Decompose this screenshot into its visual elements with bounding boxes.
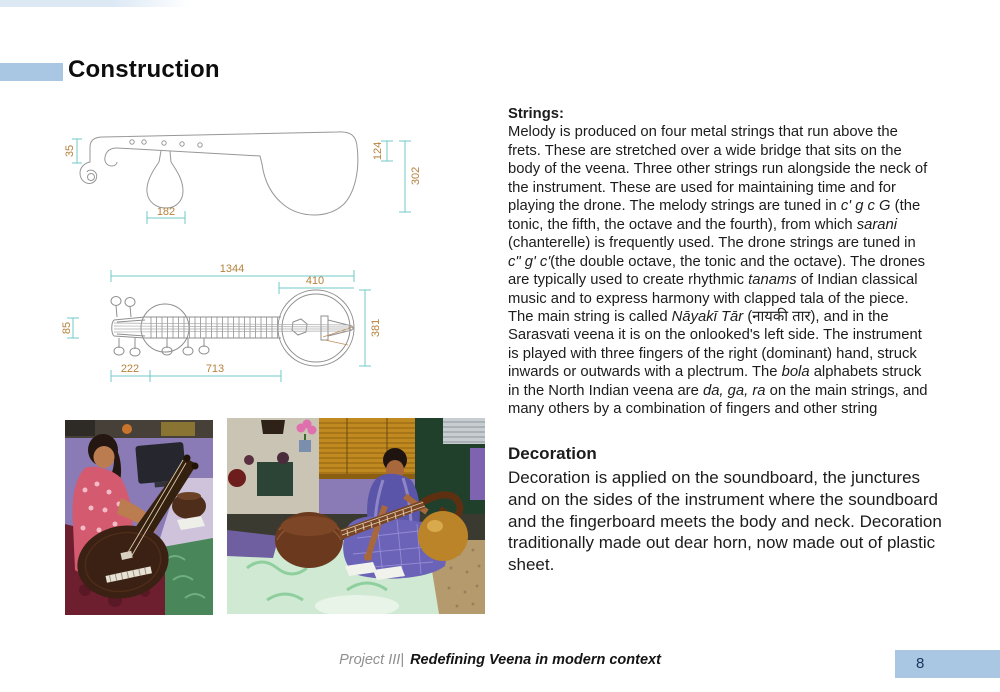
title-accent-bar — [0, 63, 63, 81]
dim-label-35: 35 — [64, 144, 76, 158]
veena-side-profile-drawing — [57, 112, 477, 240]
footer — [0, 652, 1000, 668]
strings-paragraph: Melody is produced on four metal strings that run above the frets. These are stretched over a wide bridge that sits on the body of the veena. Three other strings run alongside the neck of the instrument. These are used for maintaining time and for playing the drone. The melody strings are tuned in c' g c G (the tonic, the fifth, the octave and the fourth), from which sarani (chanterelle) is frequently used. The drone strings are tuned in c" g' c'(the double octave, the tonic and the octave). The drones are typically used to create rhythmic tanams of Indian classical music and to express harmony with clapped tala of the piece. The main string is called Nāyakī Tār (नायकी तार), and in the Sarasvati veena it is on the onlooked's left side. The instrument is played with three fingers of the right (dominant) hand, struck inwards or outwards with a plectrum. The bola alphabets struck in the North Indian veena are da, ga, ra on the main strings, and many others by a combination of fingers and other string — [508, 124, 928, 418]
dim-label-222: 222 — [120, 363, 140, 375]
page-top-edge-strip — [0, 0, 190, 7]
dim-label-182: 182 — [156, 206, 176, 218]
strings-heading: Strings: — [508, 106, 564, 122]
photo-veena-player-left — [65, 420, 213, 615]
decoration-heading: Decoration — [508, 444, 597, 463]
dim-label-410: 410 — [305, 275, 325, 287]
veena-top-view-drawing — [57, 250, 477, 395]
page-title: Construction — [68, 56, 220, 83]
dim-label-302: 302 — [410, 166, 422, 186]
photo-veena-player-right — [227, 418, 485, 614]
footer-document-title: Redefining Veena in modern context — [410, 652, 661, 668]
page-number: 8 — [916, 655, 925, 672]
dim-label-381: 381 — [370, 318, 382, 338]
page-number-box — [895, 650, 1000, 678]
dim-label-713: 713 — [205, 363, 225, 375]
footer-project-label: Project III| — [339, 652, 405, 668]
dim-label-1344: 1344 — [219, 263, 245, 275]
dim-label-85: 85 — [61, 321, 73, 335]
strings-section — [508, 105, 932, 419]
decoration-paragraph: Decoration is applied on the soundboard, the junctures and on the sides of the instrument where the soundboard and the fingerboard meets the body and neck. Decoration traditionally made out dear horn, now made out of plastic sheet. — [508, 468, 942, 575]
decoration-section — [508, 443, 944, 576]
dim-label-124: 124 — [372, 141, 384, 161]
